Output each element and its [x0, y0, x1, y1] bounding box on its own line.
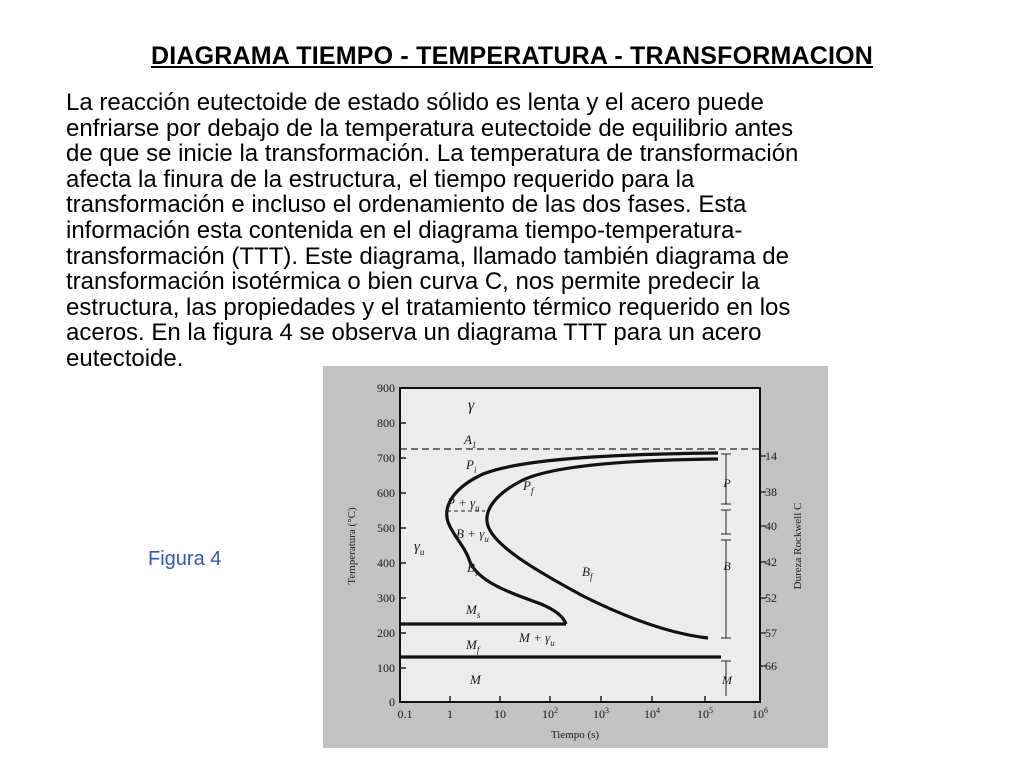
- label-m: M: [470, 672, 481, 687]
- y-tick-label: 100: [377, 661, 395, 675]
- ttt-diagram-figure: [323, 366, 828, 748]
- label-b-gamma: $B + \gamma_u$: [456, 526, 489, 544]
- x-tick-label: $10^2$: [542, 706, 558, 721]
- y-tick-label: 300: [377, 591, 395, 605]
- x-tick-label: $10^5$: [697, 706, 713, 721]
- x-tick-label: 10: [494, 707, 506, 721]
- y-tick-label: 700: [377, 451, 395, 465]
- figure-caption: Figura 4: [148, 548, 222, 570]
- page-title: DIAGRAMA TIEMPO - TEMPERATURA - TRANSFORMACION: [150, 42, 874, 70]
- label-gamma-u: $\gamma_u$: [414, 539, 425, 557]
- bracket-label-m: M: [722, 673, 732, 687]
- y-tick-label: 0: [389, 695, 395, 709]
- hardness-tick-label: 14: [765, 449, 777, 463]
- y-tick-label: 800: [377, 416, 395, 430]
- label-m-gamma: $M + \gamma_u$: [519, 630, 555, 648]
- body-line: aceros. En la figura 4 se observa un diagrama TTT para un acero: [66, 319, 762, 347]
- body-line: eutectoide.: [66, 344, 184, 372]
- label-ms: $M_s$: [466, 602, 481, 620]
- bracket-label-b: B: [723, 559, 731, 573]
- x-tick-label: $10^4$: [644, 706, 660, 721]
- y-axis-title: Temperatura (°C): [346, 507, 358, 585]
- label-pi: $P_i$: [466, 457, 477, 475]
- x-axis-title: Tiempo (s): [550, 729, 600, 741]
- plot-area: [400, 388, 760, 702]
- label-pf: $P_f$: [523, 478, 534, 496]
- y-tick-label: 900: [377, 381, 395, 395]
- label-gamma: γ: [468, 397, 475, 414]
- y-tick-label: 200: [377, 626, 395, 640]
- hardness-tick-label: 42: [765, 555, 777, 569]
- y-tick-label: 400: [377, 556, 395, 570]
- body-line: de que se inicie la transformación. La temperatura de transformación: [66, 140, 799, 168]
- body-line: estructura, las propiedades y el tratamiento térmico requerido en los: [66, 293, 791, 321]
- body-line: información esta contenida en el diagrama tiempo-temperatura-: [66, 216, 743, 244]
- hardness-tick-label: 52: [765, 591, 777, 605]
- x-tick-label: 1: [447, 707, 453, 721]
- body-line: transformación e incluso el ordenamiento de las dos fases. Esta: [66, 191, 747, 219]
- hardness-tick-label: 38: [765, 485, 777, 499]
- x-tick-label: 0.1: [397, 707, 413, 721]
- body-line: La reacción eutectoide de estado sólido es lenta y el acero puede: [66, 89, 764, 116]
- hardness-tick-label: 57: [765, 626, 777, 640]
- label-mf: $M_f$: [466, 637, 480, 655]
- body-paragraph: [66, 90, 966, 372]
- right-axis-title: Dureza Rockwell C: [792, 502, 804, 590]
- label-a1: $A_1$: [464, 432, 477, 450]
- hardness-tick-label: 40: [765, 519, 777, 533]
- label-bf: $B_f$: [582, 564, 593, 582]
- ttt-diagram-svg: [323, 366, 828, 748]
- body-line: transformación isotérmica o bien curva C, nos permite predecir la: [66, 268, 760, 296]
- label-bi: $B_i$: [467, 560, 478, 578]
- y-tick-label: 500: [377, 521, 395, 535]
- label-p-gamma: $P + \gamma_u$: [447, 495, 480, 513]
- y-tick-label: 600: [377, 486, 395, 500]
- x-tick-label: $10^3$: [593, 706, 609, 721]
- bracket-label-p: P: [723, 476, 731, 490]
- body-line: afecta la finura de la estructura, el tiempo requerido para la: [66, 165, 695, 193]
- x-tick-label: $10^6$: [752, 706, 768, 721]
- hardness-tick-label: 66: [765, 659, 777, 673]
- body-line: transformación (TTT). Este diagrama, llamado también diagrama de: [66, 242, 789, 270]
- body-line: enfriarse por debajo de la temperatura eutectoide de equilibrio antes: [66, 114, 794, 142]
